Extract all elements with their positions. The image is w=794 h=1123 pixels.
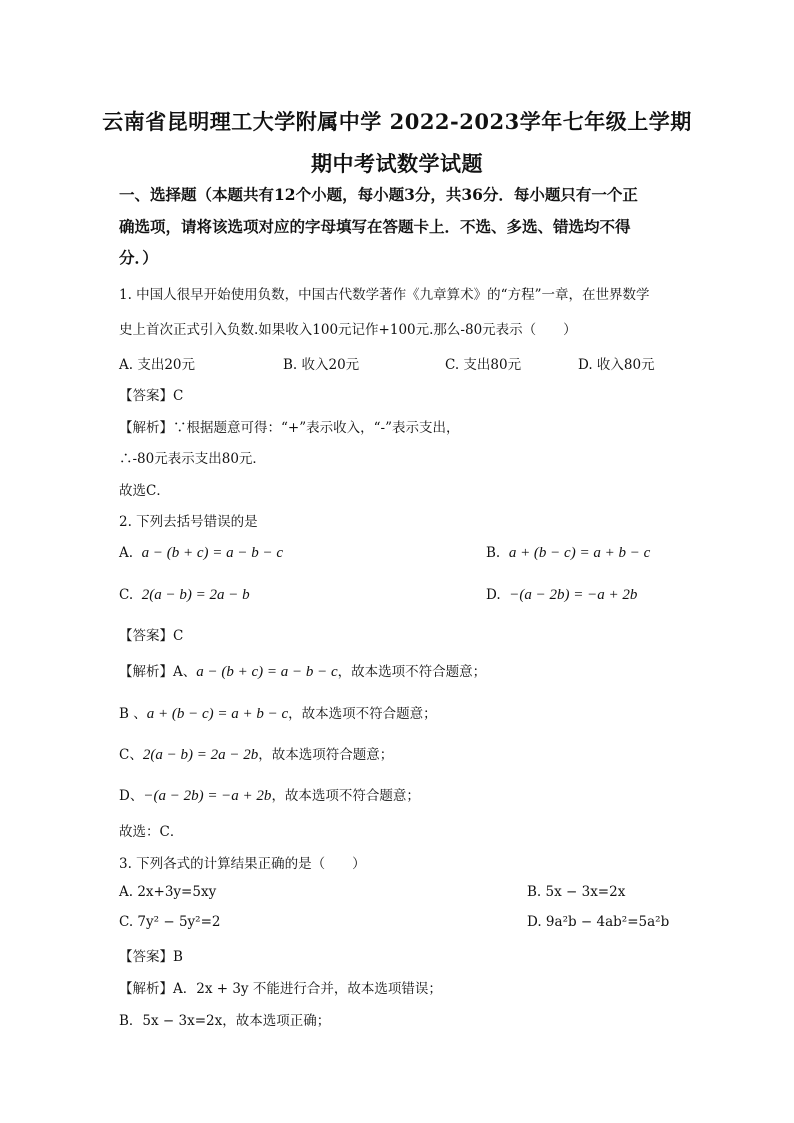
section-heading-line-2: 确选项，请将该选项对应的字母填写在答题卡上．不选、多选、错选均不得 (119, 217, 631, 236)
analysis-prefix: D、 (119, 788, 144, 804)
question-3-analysis-b: B．5x − 3x=2x，故本选项正确； (119, 1013, 331, 1029)
question-3-stem: 3. 下列各式的计算结果正确的是（ ） (119, 856, 366, 872)
analysis-prefix: C、 (119, 747, 143, 763)
question-1-option-c: C. 支出80元 (445, 357, 522, 373)
question-3-option-c: C. 7y² − 5y²=2 (119, 914, 221, 930)
analysis-suffix: ，故本选项不符合题意； (288, 706, 437, 722)
math-expression: −(a − 2b) = −a + 2b (143, 788, 272, 804)
question-2-analysis-b (119, 702, 437, 723)
document-title-line-1: 云南省昆明理工大学附属中学 2022-2023学年七年级上学期 (102, 109, 692, 134)
option-label: D. (486, 587, 501, 603)
math-expression: 2(a − b) = 2a − b (141, 587, 250, 603)
question-3-answer: 【答案】B (119, 949, 183, 965)
question-3-analysis-a: 【解析】A．2x + 3y 不能进行合并，故本选项错误； (119, 981, 442, 997)
question-2-option-c (119, 587, 250, 604)
analysis-prefix: 【解析】A、 (119, 664, 197, 680)
math-expression: a − (b + c) = a − b − c (196, 664, 338, 680)
question-2-option-b (486, 545, 650, 562)
option-label: A. (119, 545, 134, 561)
option-label: B. (486, 545, 501, 561)
question-3-option-a: A. 2x+3y=5xy (119, 884, 217, 900)
question-1-conclusion: 故选C． (119, 483, 170, 499)
question-2-analysis-d (119, 784, 420, 805)
question-2-analysis-c (119, 743, 393, 764)
question-1-option-a: A. 支出20元 (119, 357, 196, 373)
question-1-answer: 【答案】C (119, 388, 184, 404)
question-2-conclusion: 故选：C． (119, 824, 184, 840)
question-1-stem-line-1: 1. 中国人很早开始使用负数，中国古代数学著作《九章算术》的“方程”一章，在世界数学 (119, 287, 650, 303)
question-1-analysis-line-2: ∴-80元表示支出80元． (119, 451, 266, 467)
math-expression: −(a − 2b) = −a + 2b (509, 587, 638, 603)
math-expression: a − (b + c) = a − b − c (141, 545, 284, 561)
analysis-suffix: ，故本选项不符合题意； (271, 788, 420, 804)
question-2-analysis-a (119, 660, 486, 681)
question-2-answer: 【答案】C (119, 628, 184, 644)
question-1-stem-line-2: 史上首次正式引入负数.如果收入100元记作+100元.那么-80元表示（ ） (119, 322, 577, 338)
math-expression: 2(a − b) = 2a − 2b (142, 747, 259, 763)
section-heading-line-3: 分．） (119, 248, 158, 267)
section-heading-line-1: 一、选择题（本题共有12个小题，每小题3分，共36分．每小题只有一个正 (119, 185, 638, 204)
question-2-option-d (486, 587, 637, 604)
analysis-prefix: B 、 (119, 706, 147, 722)
math-expression: a + (b − c) = a + b − c (146, 706, 289, 722)
question-1-option-b: B. 收入20元 (283, 357, 360, 373)
question-1-option-d: D. 收入80元 (578, 357, 655, 373)
option-label: C. (119, 587, 134, 603)
math-expression: a + (b − c) = a + b − c (508, 545, 651, 561)
question-3-option-b: B. 5x − 3x=2x (527, 884, 626, 900)
question-2-option-a (119, 545, 283, 562)
question-3-option-d: D. 9a²b − 4ab²=5a²b (527, 914, 670, 930)
question-1-analysis-line-1: 【解析】∵根据题意可得：“+”表示收入，“-”表示支出， (119, 420, 460, 436)
document-title-line-2: 期中考试数学试题 (311, 151, 483, 176)
question-2-stem: 2. 下列去括号错误的是 (119, 514, 258, 530)
analysis-suffix: ，故本选项符合题意； (258, 747, 394, 763)
analysis-suffix: ，故本选项不符合题意； (337, 664, 487, 680)
